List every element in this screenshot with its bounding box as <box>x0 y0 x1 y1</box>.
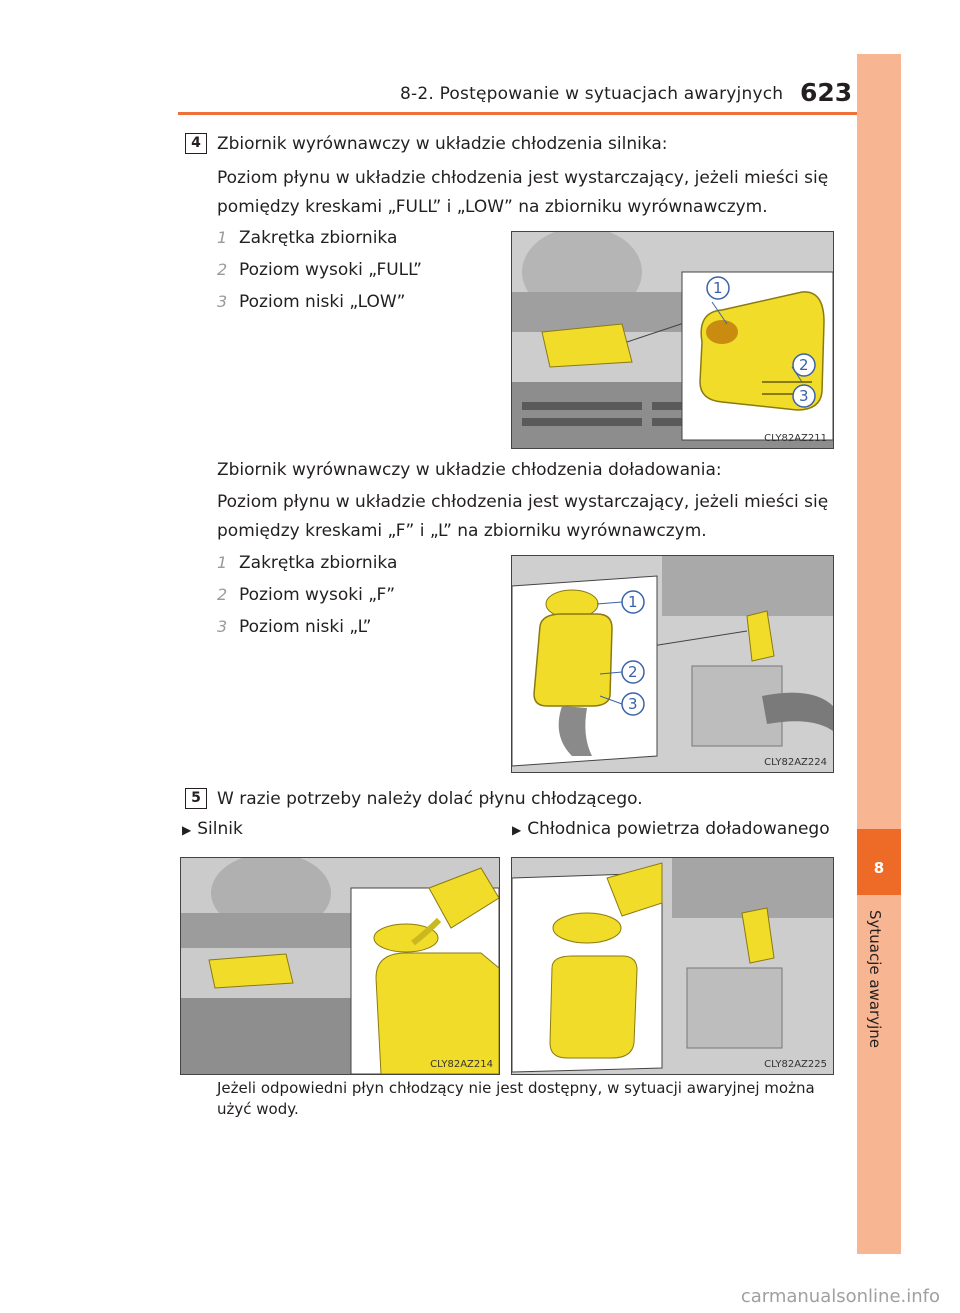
list-item: 1 Zakrętka zbiornika <box>217 553 398 573</box>
triangle-icon: ▶ <box>512 823 522 837</box>
intercooler-line-1: Poziom płynu w układzie chłodzenia jest wystarczający, jeżeli mieści się <box>217 492 829 512</box>
engine-label: ▶ Silnik <box>182 819 243 839</box>
watermark: carmanualsonline.info <box>740 1286 940 1307</box>
figure-code: CLY82AZ224 <box>764 757 827 768</box>
intercooler-heading: Zbiornik wyrównawczy w układzie chłodzenia doładowania: <box>217 460 722 480</box>
chapter-tab[interactable] <box>857 829 901 895</box>
step-4-marker: 4 <box>185 133 207 154</box>
step-4-heading: Zbiornik wyrównawczy w układzie chłodzenia silnika: <box>217 134 668 154</box>
section-title: 8-2. Postępowanie w sytuacjach awaryjnych <box>400 84 784 104</box>
step-5-heading: W razie potrzeby należy dolać płynu chłodzącego. <box>217 789 643 809</box>
step-5-marker: 5 <box>185 788 207 809</box>
figure-code: CLY82AZ214 <box>430 1059 493 1070</box>
callout-2: 2 <box>628 663 638 681</box>
callout-1: 1 <box>713 279 723 297</box>
callout-1: 1 <box>628 593 638 611</box>
callout-3: 3 <box>628 695 638 713</box>
list-item: 3 Poziom niski „LOW” <box>217 292 406 312</box>
chapter-number: 8 <box>873 859 885 877</box>
list-item: 2 Poziom wysoki „FULL” <box>217 260 422 280</box>
header-rule <box>178 112 857 115</box>
engine-reservoir-figure <box>511 231 834 449</box>
triangle-icon: ▶ <box>182 823 192 837</box>
figure-code: CLY82AZ211 <box>764 433 827 444</box>
callout-3: 3 <box>799 387 809 405</box>
engine-refill-figure <box>180 857 500 1075</box>
step-4-line-1: Poziom płynu w układzie chłodzenia jest wystarczający, jeżeli mieści się <box>217 168 829 188</box>
list-item: 2 Poziom wysoki „F” <box>217 585 396 605</box>
chapter-label: Sytuacje awaryjne <box>866 910 884 1048</box>
figure-code: CLY82AZ225 <box>764 1059 827 1070</box>
page-number: 623 <box>800 78 853 107</box>
intercooler-label: ▶ Chłodnica powietrza doładowanego <box>512 819 830 839</box>
intercooler-reservoir-figure <box>511 555 834 773</box>
step-4-line-2: pomiędzy kreskami „FULL” i „LOW” na zbiorniku wyrównawczym. <box>217 197 768 217</box>
list-item: 3 Poziom niski „L” <box>217 617 372 637</box>
note-text: Jeżeli odpowiedni płyn chłodzący nie jest dostępny, w sytuacji awaryjnej można użyć wody. <box>217 1079 815 1118</box>
intercooler-line-2: pomiędzy kreskami „F” i „L” na zbiorniku wyrównawczym. <box>217 521 707 541</box>
side-strip <box>857 54 901 1254</box>
list-item: 1 Zakrętka zbiornika <box>217 228 398 248</box>
callout-2: 2 <box>799 356 809 374</box>
intercooler-refill-figure <box>511 857 834 1075</box>
